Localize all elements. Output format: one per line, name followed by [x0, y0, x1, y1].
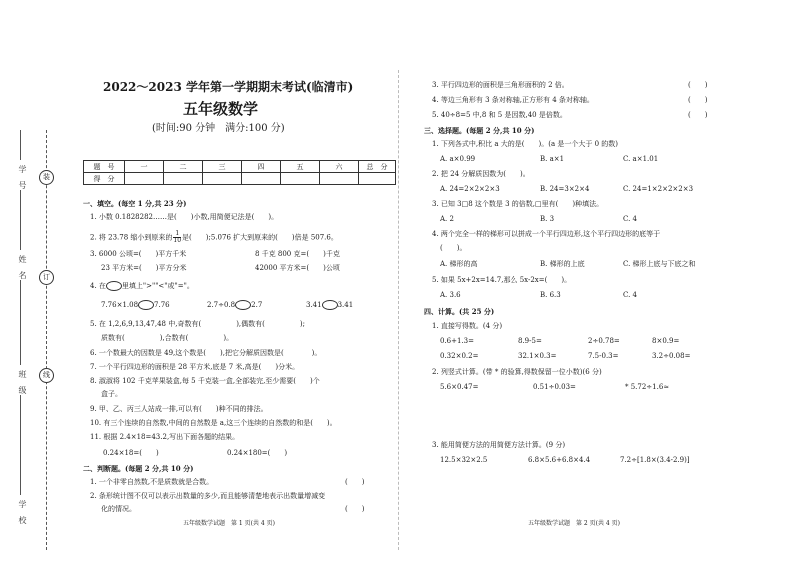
judge-4: 4. 等边三角形有 3 条对称轴,正方形有 4 条对称轴。 [432, 96, 594, 104]
score-cell[interactable] [242, 173, 281, 185]
question-4-item-3 [306, 300, 353, 310]
compare-left: 2.7÷0.8 [207, 301, 236, 309]
student-number-line [20, 130, 21, 160]
calc-1-item: 0.32×0.2= [440, 352, 479, 360]
choice-3: 3. 已知 3□8 这个数是 3 的倍数,□里有( )种填法。 [432, 200, 604, 208]
compare-left: 3.41 [306, 301, 322, 309]
class-label: 班 级 [18, 370, 27, 394]
student-number-label: 学 号 [18, 165, 27, 189]
score-header-cell: 题 号 [84, 161, 125, 173]
calc-3-item: 12.5×32×2.5 [440, 456, 488, 464]
question-5b: 质数有( ),合数有( )。 [101, 334, 234, 342]
school-line [20, 395, 21, 495]
score-header-cell: 三 [203, 161, 242, 173]
choice-4-option-c[interactable]: C. 梯形上底与下底之和 [623, 260, 696, 268]
fraction [173, 231, 181, 244]
question-3a: 3. 6000 公顷=( )平方千米 [90, 250, 187, 258]
choice-4-option-a[interactable]: A. 梯形的高 [440, 260, 478, 268]
score-header-cell: 六 [320, 161, 359, 173]
choice-2-option-a[interactable]: A. 24=2×2×2×3 [440, 185, 500, 193]
judge-2-answer[interactable]: ( ) [345, 505, 365, 513]
choice-2-option-c[interactable]: C. 24=1×2×2×2×3 [623, 185, 694, 193]
choice-5: 5. 如果 5x+2x=14.7,那么 5x-2x=( )。 [432, 276, 572, 284]
question-5a: 5. 在 1,2,6,9,13,47,48 中,奇数有( ),偶数有( ); [90, 320, 305, 328]
calc-2-item: 5.6×0.47= [440, 383, 479, 391]
score-header-cell: 一 [125, 161, 164, 173]
choice-4b: ( )。 [440, 244, 467, 252]
page-2-footer: 五年级数学试题 第 2 页(共 4 页) [528, 520, 620, 527]
oval-blank-icon[interactable] [138, 300, 154, 310]
calc-1-item: 8×0.9= [652, 337, 680, 345]
compare-left: 7.76×1.08 [101, 301, 139, 309]
judge-5: 5. 40÷8=5 中,8 和 5 是因数,40 是倍数。 [432, 111, 567, 119]
question-4-part-a: 4. 在 [90, 282, 106, 290]
calc-2: 2. 列竖式计算。(带 * 的验算,得数保留一位小数)(6 分) [432, 368, 602, 376]
question-2 [90, 231, 338, 244]
calc-3-item: 6.8×5.6+6.8×4.4 [528, 456, 591, 464]
calc-1-item: 2÷0.78= [588, 337, 620, 345]
score-table-score-row [84, 173, 396, 185]
question-7: 7. 一个平行四边形的面积是 28 平方米,底是 7 米,高是( )分米。 [90, 363, 300, 371]
calc-1-item: 3.2÷0.08= [652, 352, 691, 360]
question-4-item-2 [207, 300, 262, 310]
score-header-cell: 五 [281, 161, 320, 173]
judge-1: 1. 一个非零自然数,不是质数就是合数。 [90, 478, 214, 486]
question-2-part-a: 2. 将 23.78 缩小到原来的 [90, 233, 173, 242]
question-11-item-2: 0.24×180=( ) [227, 449, 288, 457]
calc-1-item: 32.1×0.3= [518, 352, 557, 360]
choice-3-option-a[interactable]: A. 2 [440, 215, 454, 223]
choice-5-option-b[interactable]: B. 6.3 [540, 291, 561, 299]
calc-3: 3. 能用简便方法的用简便方法计算。(9 分) [432, 441, 566, 449]
choice-5-option-a[interactable]: A. 3.6 [440, 291, 461, 299]
choice-1-option-c[interactable]: C. a×1.01 [623, 155, 659, 163]
question-11: 11. 根据 2.4×18=43.2,写出下面各题的结果。 [90, 433, 240, 441]
calc-1-item: 8.9-5= [518, 337, 542, 345]
judge-1-answer[interactable]: ( ) [345, 478, 365, 486]
section-2-title: 二、判断题。(每题 2 分,共 10 分) [83, 464, 194, 473]
calc-1-item: 7.5-0.3= [588, 352, 619, 360]
question-3c: 23 平方米=( )平方分米 [101, 264, 187, 272]
score-header-cell: 总 分 [359, 161, 396, 173]
question-3d: 42000 平方米=( )公顷 [255, 264, 340, 272]
binding-circle-3: 线 [39, 368, 54, 383]
judge-2b: 化的情况。 [101, 505, 136, 513]
section-1-title: 一、填空。(每空 1 分,共 23 分) [83, 199, 187, 208]
score-cell[interactable] [359, 173, 396, 185]
question-10: 10. 有三个连续的自然数,中间的自然数是 a,这三个连续的自然数的和是( )。 [90, 419, 337, 427]
question-11-item-1: 0.24×18=( ) [103, 449, 159, 457]
score-cell[interactable] [203, 173, 242, 185]
page-1-footer: 五年级数学试题 第 1 页(共 4 页) [183, 520, 275, 527]
calc-1-item: 0.6+1.3= [440, 337, 474, 345]
calc-3-item: 7.2÷[1.8×(3.4-2.9)] [620, 456, 690, 464]
choice-5-option-c[interactable]: C. 4 [623, 291, 638, 299]
oval-blank-icon[interactable] [322, 300, 338, 310]
exam-title: 2022～2023 学年第一学期期末考试(临清市) [103, 80, 354, 94]
choice-3-option-c[interactable]: C. 4 [623, 215, 638, 223]
exam-subject: 五年级数学 [183, 100, 259, 118]
score-cell[interactable] [281, 173, 320, 185]
binding-dashed-line [46, 130, 47, 550]
compare-right: 2.7 [251, 301, 263, 309]
judge-5-answer[interactable]: ( ) [688, 111, 708, 119]
choice-1-option-b[interactable]: B. a×1 [540, 155, 565, 163]
choice-2: 2. 把 24 分解质因数为( )。 [432, 170, 530, 178]
choice-1: 1. 下列各式中,积比 a 大的是( )。(a 是一个大于 0 的数) [432, 140, 618, 148]
binding-strip [4, 130, 94, 550]
score-header-cell: 四 [242, 161, 281, 173]
name-line [20, 190, 21, 250]
question-4-item-1 [101, 300, 170, 310]
calc-2-item: 0.51÷0.03= [533, 383, 576, 391]
compare-right: 3.41 [337, 301, 354, 309]
judge-3: 3. 平行四边形的面积是三角形面积的 2 倍。 [432, 81, 569, 89]
choice-2-option-b[interactable]: B. 24=3×2×4 [540, 185, 590, 193]
class-line [20, 280, 21, 365]
judge-4-answer[interactable]: ( ) [688, 96, 708, 104]
question-4 [90, 281, 194, 291]
page-divider [398, 70, 399, 550]
question-4-part-b: 里填上">""<"或"="。 [121, 282, 194, 290]
judge-3-answer[interactable]: ( ) [688, 81, 708, 89]
calc-2-item: * 5.72÷1.6≈ [625, 383, 670, 391]
oval-blank-icon[interactable] [235, 300, 251, 310]
fraction-denominator: 10 [173, 237, 182, 244]
name-label: 姓 名 [18, 255, 27, 279]
section-3-title: 三、选择题。(每题 2 分,共 10 分) [424, 126, 535, 135]
score-cell[interactable] [164, 173, 203, 185]
compare-right: 7.76 [154, 301, 170, 309]
score-cell[interactable] [320, 173, 359, 185]
score-table-header-row [84, 161, 396, 173]
score-row-label: 得 分 [84, 173, 125, 185]
judge-2a: 2. 条形统计图不仅可以表示出数量的多少,而且能够清楚地表示出数量增减变 [90, 492, 326, 500]
calc-1: 1. 直接写得数。(4 分) [432, 322, 503, 330]
question-8b: 盒子。 [101, 390, 122, 398]
question-1: 1. 小数 0.1828282……是( )小数,用简便记法是( )。 [90, 213, 279, 221]
section-4-title: 四、计算。(共 25 分) [424, 307, 495, 316]
binding-circle-2: 订 [39, 270, 54, 285]
choice-3-option-b[interactable]: B. 3 [540, 215, 555, 223]
score-header-cell: 二 [164, 161, 203, 173]
choice-1-option-a[interactable]: A. a×0.99 [440, 155, 476, 163]
question-3b: 8 千克 800 克=( )千克 [255, 250, 340, 258]
question-6: 6. 一个数最大的因数是 49,这个数是( ),把它分解质因数是( )。 [90, 349, 322, 357]
choice-4a: 4. 两个完全一样的梯形可以拼成一个平行四边形,这个平行四边形的底等于 [432, 230, 661, 238]
fraction-numerator: 1 [175, 230, 180, 237]
school-label: 学 校 [18, 500, 27, 524]
oval-blank-icon [106, 281, 122, 291]
question-2-part-b: 是( );5.076 扩大到原来的( )倍是 507.6。 [182, 233, 338, 242]
score-table [83, 160, 396, 185]
binding-circle-1: 装 [39, 170, 54, 185]
question-8a: 8. 淑淑将 102 千克苹果装盒,每 5 千克装一盒,全部装完,至少需要( )个 [90, 377, 320, 385]
exam-info: (时间:90 分钟 满分:100 分) [152, 123, 285, 134]
score-cell[interactable] [125, 173, 164, 185]
choice-4-option-b[interactable]: B. 梯形的上底 [540, 260, 585, 268]
question-9: 9. 甲、乙、丙三人站成一排,可以有( )种不同的排法。 [90, 405, 268, 413]
